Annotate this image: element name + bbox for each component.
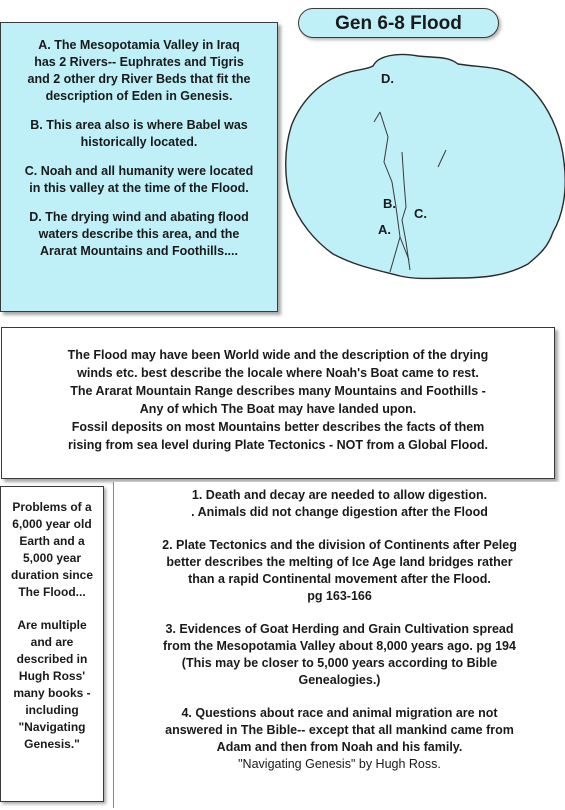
problems-line: duration since (10, 568, 93, 582)
list-item-3 (122, 621, 557, 689)
problems-line: Genesis." (24, 737, 80, 751)
point-d-line: waters describe this area, and the (38, 227, 240, 241)
problems-line: and are (30, 635, 74, 649)
page-title: Gen 6-8 Flood (298, 8, 499, 38)
map-label-c: C. (414, 206, 427, 221)
list-item-2 (122, 537, 557, 605)
point-c-line: in this valley at the time of the Flood. (29, 181, 249, 195)
point-c (5, 163, 273, 197)
point-b-line: historically located. (80, 135, 198, 149)
list-item-line: pg 163-166 (307, 589, 372, 603)
list-item-line: (This may be closer to 5,000 years according to Bible (181, 656, 498, 670)
problems-line: 6,000 year old (12, 517, 92, 531)
key-points-box (0, 22, 278, 312)
summary-line: The Flood may have been World wide and the description of the drying (67, 348, 489, 362)
problems-line: Earth and a (19, 534, 85, 548)
list-item-4 (122, 705, 557, 773)
mesopotamia-map (278, 42, 565, 304)
map-label-d: D. (381, 71, 394, 86)
book-citation: "Navigating Genesis" by Hugh Ross. (238, 757, 441, 771)
summary-box (1, 327, 555, 479)
point-a-line: A. The Mesopotamia Valley in Iraq (38, 38, 240, 52)
problems-line: 5,000 year (22, 551, 82, 565)
problems-line: Problems of a (12, 500, 92, 514)
list-item-line: 3. Evidences of Goat Herding and Grain Cultivation spread (165, 622, 514, 636)
list-item-line: 1. Death and decay are needed to allow digestion. (191, 488, 488, 502)
problems-line: "Navigating (18, 720, 86, 734)
problems-line: including (25, 703, 79, 717)
point-a-line: and 2 other dry River Beds that fit the (27, 72, 251, 86)
problems-reference (1, 617, 103, 753)
list-item-line: answered in The Bible-- except that all mankind came from (165, 723, 514, 737)
problems-list (113, 482, 565, 808)
summary-line: The Ararat Mountain Range describes many Mountains and Foothills - (70, 384, 486, 398)
problems-line: Are multiple (17, 618, 87, 632)
summary-line: Fossil deposits on most Mountains better describes the facts of them (71, 420, 485, 434)
summary-line: Any of which The Boat may have landed upon. (139, 402, 417, 416)
list-item-1 (122, 487, 557, 521)
point-d-line: D. The drying wind and abating flood (29, 210, 249, 224)
point-b (5, 117, 273, 151)
problems-intro (1, 499, 103, 601)
list-item-line: from the Mesopotamia Valley about 8,000 years ago. pg 194 (163, 639, 516, 653)
problems-line: many books - (13, 686, 91, 700)
point-d (5, 209, 273, 260)
list-item-line: Adam and then from Noah and his family. (216, 740, 463, 754)
problems-line: The Flood... (18, 585, 86, 599)
point-b-line: B. This area also is where Babel was (30, 118, 248, 132)
list-item-line: better describes the melting of Ice Age land bridges rather (166, 555, 513, 569)
point-a-line: description of Eden in Genesis. (45, 89, 233, 103)
point-a (5, 37, 273, 105)
point-a-line: has 2 Rivers-- Euphrates and Tigris (34, 55, 244, 69)
map-outline-icon (278, 42, 565, 304)
point-d-line: Ararat Mountains and Foothills.... (40, 244, 238, 258)
list-item-line: 2. Plate Tectonics and the division of Continents after Peleg (162, 538, 517, 552)
point-c-line: C. Noah and all humanity were located (24, 164, 254, 178)
problems-line: described in (16, 652, 88, 666)
list-item-line: than a rapid Continental movement after the Flood. (188, 572, 491, 586)
summary-line: rising from sea level during Plate Tectonics - NOT from a Global Flood. (68, 438, 488, 452)
map-label-b: B. (383, 196, 396, 211)
problems-line: Hugh Ross' (18, 669, 86, 683)
list-item-line: Genealogies.) (298, 673, 381, 687)
list-item-line: . Animals did not change digestion after the Flood (191, 505, 488, 519)
map-label-a: A. (378, 222, 391, 237)
problems-box (0, 486, 104, 802)
list-item-line: 4. Questions about race and animal migration are not (181, 706, 498, 720)
summary-line: winds etc. best describe the locale where Noah's Boat came to rest. (77, 366, 479, 380)
